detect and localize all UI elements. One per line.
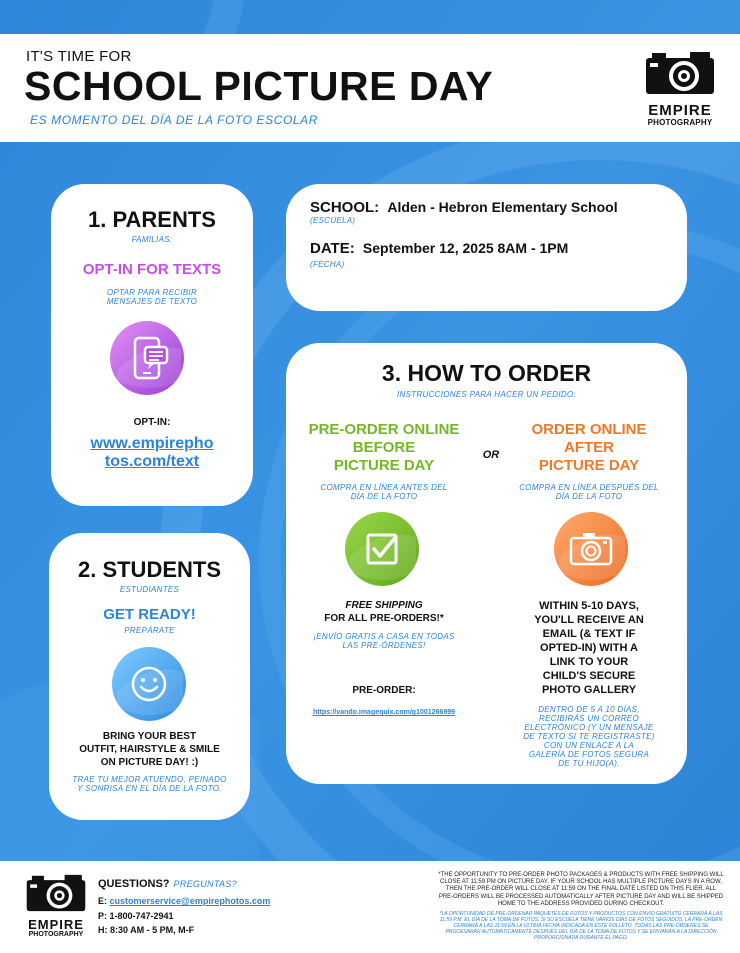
free-shipping-es-line2: LAS PRE-ÓRDENES! [342,641,426,650]
gallery-es-line3: ELECTRÓNICO (Y UN MENSAJE [524,723,654,732]
header-banner [0,34,740,142]
parents-heading-es: FAMILIAS: [131,235,173,244]
smiley-face-icon [111,646,187,722]
students-heading-es: ESTUDIANTES [119,585,180,594]
gallery-text-line1: WITHIN 5-10 DAYS, [539,600,639,612]
students-text-line3: ON PICTURE DAY! :) [100,757,199,768]
gallery-es-line5: CON UN ENLACE A LA [543,741,635,750]
empire-logo [640,50,720,127]
order-online-title-line1: ORDER ONLINE [531,421,647,438]
phone-row: P: 1-800-747-2941 [98,911,174,921]
footer [0,861,740,953]
parents-card [51,184,253,506]
students-text-line2: OUTFIT, HAIRSTYLE & SMILE [79,744,220,755]
questions-heading [98,878,237,890]
school-label: SCHOOL: [310,199,380,216]
gallery-text-line4: OPTED-IN) WITH A [540,642,638,654]
date-label-es: (FECHA) [310,260,345,269]
opt-in-es-line1: OPTAR PARA RECIBIR [106,288,198,297]
brand-sub: PHOTOGRAPHY [647,118,713,127]
opt-in-link-line2[interactable]: tos.com/text [104,453,200,470]
free-shipping-line2: FOR ALL PRE-ORDERS!* [324,613,444,624]
pre-order-label: PRE-ORDER: [352,685,416,696]
gallery-text-line5: LINK TO YOUR [549,656,629,668]
gallery-es-line6: GALERÍA DE FOTOS SEGURA [528,750,650,759]
get-ready-es: PREPÁRATE [124,626,175,635]
how-to-order-card [286,343,687,784]
gallery-es-line7: DE TU HIJO(A). [558,759,620,768]
order-heading: 3. HOW TO ORDER [381,360,592,386]
order-online-es-line2: DÍA DE LA FOTO [555,492,623,501]
gallery-text-line6: CHILD'S SECURE [542,670,636,682]
opt-in-title: OPT-IN FOR TEXTS [82,261,222,278]
or-separator: OR [482,449,500,461]
get-ready-title: GET READY! [103,606,196,623]
school-info-card [286,184,687,311]
post-order-column [491,343,687,784]
gallery-text-line2: YOU'LL RECEIVE AN [534,614,644,626]
gallery-text-line3: EMAIL (& TEXT IF [542,628,636,640]
footer-brand-sub: PHOTOGRAPHY [28,931,84,938]
camera-icon [553,511,629,587]
order-heading-es: INSTRUCCIONES PARA HACER UN PEDIDO: [397,390,576,399]
pre-order-link[interactable]: https://vando.imagequix.com/g1001266999 [313,709,455,716]
gallery-es-line2: RECIBIRÁS UN CORREO [539,714,639,723]
footer-logo [22,873,90,938]
gallery-text-line7: PHOTO GALLERY [541,684,637,696]
students-text-line1: BRING YOUR BEST [102,731,197,742]
date-label: DATE: [310,240,355,257]
opt-in-label: OPT-IN: [133,417,171,428]
free-shipping-es-line1: ¡ENVÍO GRATIS A CASA EN TODAS [313,632,455,641]
phone-message-icon [109,320,185,396]
gallery-es-line1: DENTRO DE 5 A 10 DÍAS, [538,705,640,714]
email-label: E: [98,896,107,906]
opt-in-es-line2: MENSAJES DE TEXTO [106,297,198,306]
questions-es: PREGUNTAS? [173,879,237,889]
opt-in-link-line1[interactable]: www.empirepho [90,435,214,452]
pre-order-title-line3: PICTURE DAY [333,457,435,474]
students-heading: 2. STUDENTS [77,557,222,582]
school-row [310,199,618,216]
parents-heading: 1. PARENTS [88,207,216,232]
questions-label: QUESTIONS? [98,878,170,890]
picture-date: September 12, 2025 8AM - 1PM [362,240,569,256]
disclaimer-en: *THE OPPORTUNITY TO PRE-ORDER PHOTO PACKAGES & PRODUCTS WITH FREE SHIPPING WILL CLOSE AT 11:59 PM ON PICTURE DAY. IF YOUR SCHOOL HAS MULTIPLE PICTURE DAYS IN A ROW, THEN THE PRE-ORDER WILL CLOSE AT 11:59 ON THE FINAL DATE LISTED ON THIS FLIER. ALL PRE-ORDERS WILL BE PROCESSED AUTOMATICALLY AFTER PICTURE DAY AND WILL BE SHIPPED HOME TO THE ADDRESS PROVIDED DURING CHECKOUT. [438,872,724,907]
pre-order-title-line2: BEFORE [352,439,416,456]
pre-order-es-line1: COMPRA EN LÍNEA ANTES DEL [320,483,448,492]
school-name: Alden - Hebron Elementary School [387,199,618,215]
date-row [310,240,568,257]
school-label-es: (ESCUELA) [310,216,356,225]
camera-logo-icon [25,873,87,913]
email-link[interactable]: customerservice@empirephotos.com [109,896,271,906]
order-online-title-line2: AFTER [564,439,614,456]
students-text-es-line2: Y SONRISA EN EL DÍA DE LA FOTO. [77,784,222,793]
order-online-title-line3: PICTURE DAY [538,457,640,474]
free-shipping-line1: FREE SHIPPING [345,600,423,611]
students-card [49,533,250,820]
footer-brand-name: EMPIRE [28,917,84,932]
email-row [98,896,270,906]
pre-title: IT'S TIME FOR [26,48,132,65]
hours-row: H: 8:30 AM - 5 PM, M-F [98,925,195,935]
pre-order-column [286,343,482,784]
gallery-es-line4: DE TEXTO SI TE REGISTRASTE) [523,732,655,741]
pre-order-es-line2: DÍA DE LA FOTO [350,492,418,501]
order-online-es-line1: COMPRA EN LÍNEA DESPUÉS DEL [519,483,659,492]
students-text-es-line1: TRAE TU MEJOR ATUENDO, PEINADO [72,775,227,784]
camera-logo-icon [644,50,716,96]
page-subtitle-es: ES MOMENTO DEL DÍA DE LA FOTO ESCOLAR [30,113,319,127]
pre-order-title-line1: PRE-ORDER ONLINE [308,421,460,438]
page-title: SCHOOL PICTURE DAY [24,63,494,109]
brand-name: EMPIRE [648,102,712,119]
disclaimer-es: *LA OPORTUNIDAD DE PRE-ORDENAR PAQUETES DE FOTOS Y PRODUCTOS CON ENVÍO GRATUITO CERRARÁ A LAS 11:59 P.M. EL DÍA DE LA TOMA DE FOTOS. SI SU ESCUELA TIENE VARIOS DÍAS DE FOTOS SEGUIDOS, LA PRE-ORDEN CERRARÁ A LAS 11:59 EN LA ÚLTIMA FECHA INDICADA EN ESTE FOLLETO. TODAS LAS PRE-ÓRDENES SE PROCESARÁN AUTOMÁTICAMENTE DESPUÉS DEL DÍA DE LA TOMA DE FOTOS Y SE ENVIARÁN A LA DIRECCIÓN PROPORCIONADA DURANTE EL PAGO. [439,911,723,941]
checkmark-icon [344,511,420,587]
